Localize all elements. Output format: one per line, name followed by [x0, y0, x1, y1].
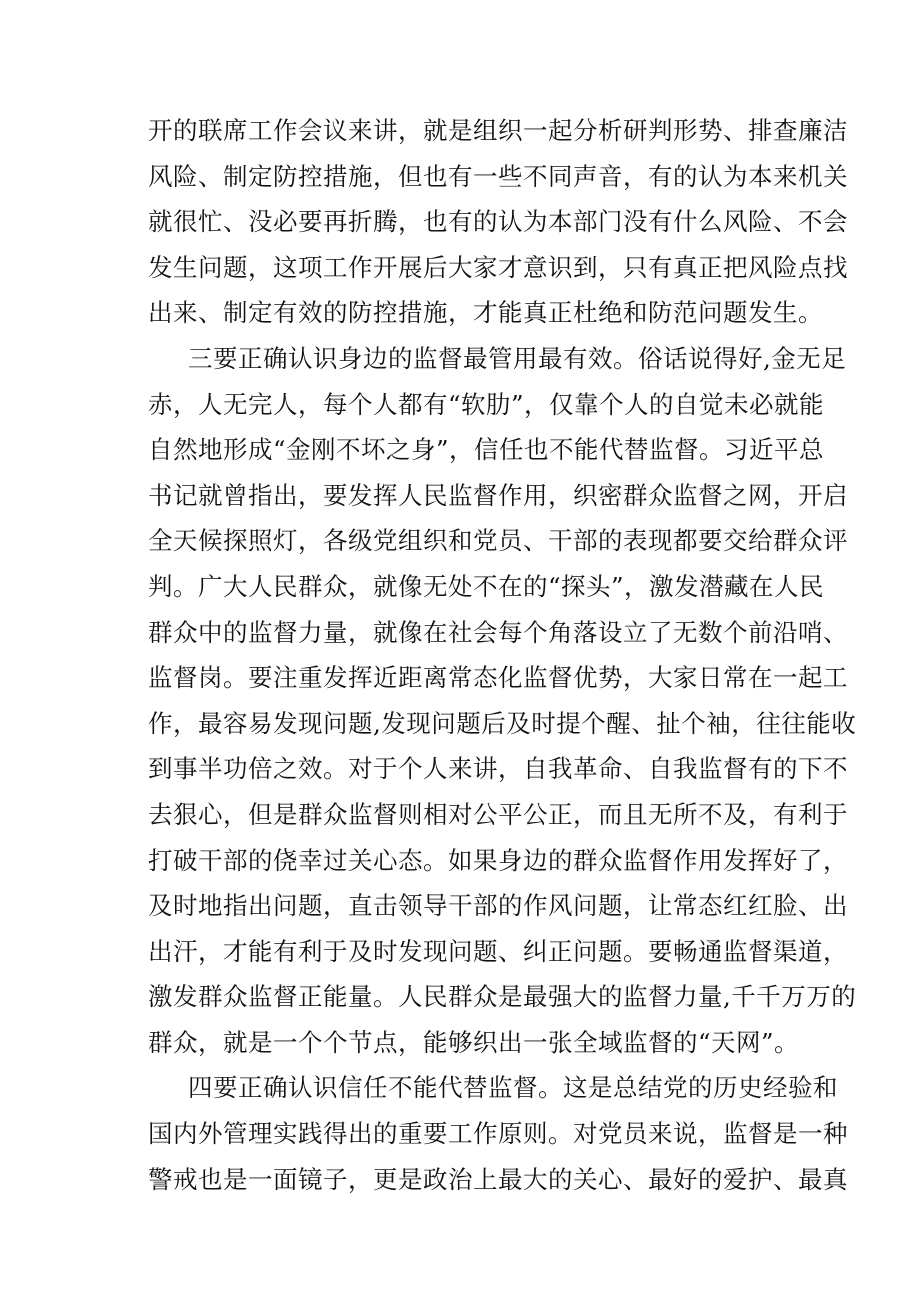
text-line: 到事半功倍之效。对于个人来讲，自我革命、自我监督有的下不	[148, 754, 848, 784]
text-line: 打破干部的侥幸过关心态。如果身边的群众监督作用发挥好了，	[148, 845, 848, 875]
paragraph-continuation	[148, 108, 848, 336]
text-line: 出来、制定有效的防控措施，才能真正杜绝和防范问题发生。	[148, 298, 823, 328]
text-line: 作，最容易发现问题,发现问题后及时提个醒、扯个袖，往往能收	[148, 708, 857, 738]
text-line: 风险、制定防控措施，但也有一些不同声音，有的认为本来机关	[148, 161, 848, 191]
paragraph-point-three	[148, 336, 857, 1066]
text-line: 开的联席工作会议来讲，就是组织一起分析研判形势、排查廉洁	[148, 116, 848, 145]
text-line: 书记就曾指出，要发挥人民监督作用，织密群众监督之网，开启	[148, 480, 848, 510]
text-line: 去狠心，但是群众监督则相对公平公正，而且无所不及，有利于	[148, 799, 848, 829]
text-line: 判。广大人民群众，就像无处不在的“探头”，激发潜藏在人民	[148, 571, 825, 601]
text-line: 警戒也是一面镜子，更是政治上最大的关心、最好的爱护、最真	[148, 1164, 848, 1194]
text-line: 四要正确认识信任不能代替监督。这是总结党的历史经验和	[188, 1073, 838, 1103]
text-line: 群众，就是一个个节点，能够织出一张全域监督的“天网”。	[148, 1027, 800, 1057]
text-line: 激发群众监督正能量。人民群众是最强大的监督力量,千千万万的	[148, 982, 857, 1012]
text-line: 全天候探照灯，各级党组织和党员、干部的表现都要交给群众评	[148, 526, 848, 556]
paragraph-point-four	[148, 1065, 848, 1202]
text-line: 监督岗。要注重发挥近距离常态化监督优势，大家日常在一起工	[148, 663, 848, 693]
text-line: 赤，人无完人，每个人都有“软肋”，仅靠个人的自觉未必就能	[148, 389, 825, 419]
text-line: 三要正确认识身边的监督最管用最有效。俗话说得好,金无足	[188, 343, 847, 373]
text-line: 及时地指出问题，直击领导干部的作风问题，让常态红红脸、出	[148, 891, 848, 921]
body-text	[148, 108, 857, 1202]
text-line: 自然地形成“金刚不坏之身”，信任也不能代替监督。习近平总	[148, 435, 825, 465]
text-line: 群众中的监督力量，就像在社会每个角落设立了无数个前沿哨、	[148, 617, 848, 647]
text-line: 国内外管理实践得出的重要工作原则。对党员来说，监督是一种	[148, 1119, 848, 1149]
text-line: 就很忙、没必要再折腾，也有的认为本部门没有什么风险、不会	[148, 207, 848, 237]
text-line: 发生问题，这项工作开展后大家才意识到，只有真正把风险点找	[148, 252, 848, 282]
text-line: 出汗，才能有利于及时发现问题、纠正问题。要畅通监督渠道，	[148, 936, 848, 966]
